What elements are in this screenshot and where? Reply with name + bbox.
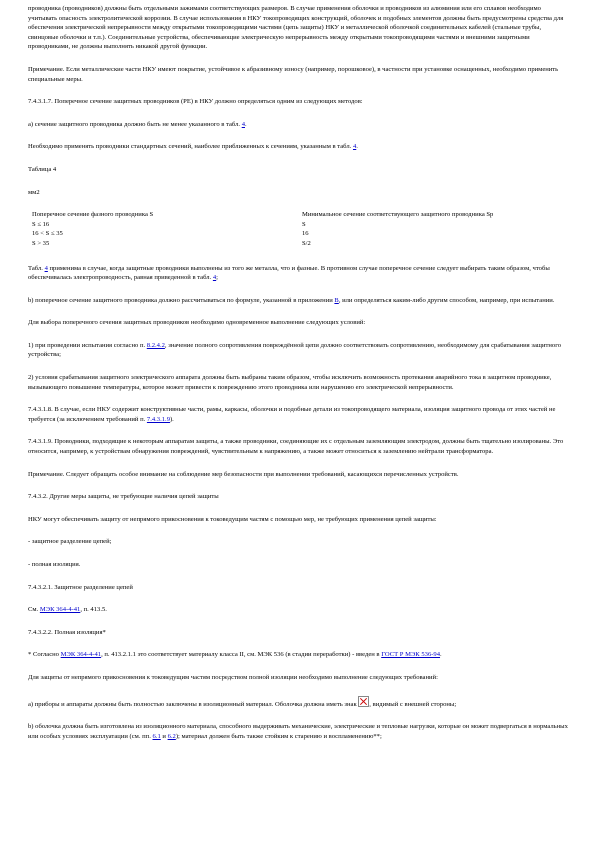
cross-section-table bbox=[28, 210, 493, 248]
clause-7-4-3-1-7: 7.4.3.1.7. Поперечное сечение защитных проводников (PE) в НКУ должно определяться одним из следующих методов: bbox=[28, 98, 363, 106]
link-iec-364-4-41[interactable]: МЭК 364-4-41 bbox=[39, 606, 81, 614]
item-a-section: а) сечение защитного проводника должно быть не менее указанного в табл. 4. bbox=[28, 120, 247, 128]
note-coating: Примечание. Если металлические части НКУ имеют покрытие, устойчивое к абразивному износу (например, порошковое), в частности при установке оснащенных, необходимо применить специальные меры. bbox=[28, 65, 559, 83]
list-item-insulation: - полная изоляция. bbox=[28, 561, 81, 568]
requirement-b: b) оболочка должна быть изготовлена из изоляционного материала, способного выдерживать механические, электрические и тепловые нагрузки, которые он может подвергаться в нормальных или особых условиях эксплуатации (см. пп. 6.1 и 6.2); материал должен быть также стойким к старению и воспламенению**; bbox=[28, 723, 568, 740]
paragraph-standard-sections: Необходимо применять проводники стандартных сечений, наиболее приближенных к сечениям, указанным в табл. 4. bbox=[28, 143, 358, 151]
link-clause-8-2-4-2[interactable]: 8.2.4.2 bbox=[146, 341, 165, 349]
table-header-cell: Поперечное сечение фазного проводника S bbox=[32, 211, 154, 219]
paragraph-conditions-intro: Для выбора поперечного сечения защитных проводников необходимо одновременное выполнение следующих условий: bbox=[28, 319, 366, 327]
paragraph-enclosure-continuity: проводника (проводников) должны быть отдельными зажимами соответствующих размеров. В случае применения оболочки и проводников из алюминия или его сплавов необходимо учитывать опасность электролитической коррозии. В случае использования в НКУ токопроводящих конструкций, оболочек и подобных элементов должны быть предусмотрены средства для обеспечения электрической непрерывности между открытыми токопроводящими частями (цепь защиты) НКУ и металлической оболочкой соединительных кабелей (стальные трубы, свинцовые оболочки и т.п.). Соединительные устройства, обеспечивающие электрическую непрерывность между открытыми токопроводящими частями и внешними защитными проводниками, не должны выполнять никакой другой функции. bbox=[28, 5, 564, 51]
table-cell: 16 bbox=[302, 230, 309, 238]
table-header-cell: Минимальное сечение соответствующего защитного проводника Sp bbox=[302, 211, 494, 219]
link-iec-364-4-41[interactable]: МЭК 364-4-41 bbox=[60, 651, 102, 659]
clause-7-4-3-2-1: 7.4.3.2.1. Защитное разделение цепей bbox=[28, 583, 133, 591]
list-item-separation: - защитное разделение цепей; bbox=[28, 538, 112, 546]
paragraph-other-measures: НКУ могут обеспечивать защиту от непрямого прикосновения к токоведущим частям с помощью мер, не требующих применения цепей защиты: bbox=[28, 515, 437, 523]
link-gost-r-iec-536[interactable]: ГОСТ Р МЭК 536-94 bbox=[381, 651, 441, 659]
link-clause-6-1[interactable]: 6.1 bbox=[152, 732, 161, 740]
clause-7-4-3-2-2: 7.4.3.2.2. Полная изоляция* bbox=[28, 628, 106, 636]
class-ii-symbol-icon bbox=[358, 696, 369, 707]
item-b-calculation: b) поперечное сечение защитного проводника должно рассчитываться по формуле, указанной в приложении В, или определяться каким-либо другим способом, например, при испытании. bbox=[28, 296, 555, 304]
requirement-a: а) приборы и аппараты должны быть полностью заключены в изоляционный материал. Оболочка должна иметь знак , видимый с внешней стороны; bbox=[28, 696, 568, 710]
paragraph-full-insulation-requirements: Для защиты от непрямого прикосновения к токоведущим частям посредством полной изоляции необходимо выполнение следующих требований: bbox=[28, 673, 438, 681]
table-row bbox=[28, 229, 493, 239]
table-title: Таблица 4 bbox=[28, 165, 57, 173]
link-clause-7-4-3-1-9[interactable]: 7.4.3.1.9 bbox=[146, 415, 170, 423]
link-table-4[interactable]: 4 bbox=[212, 274, 217, 282]
table-cell: S/2 bbox=[302, 239, 311, 247]
clause-7-4-3-1-8: 7.4.3.1.8. В случае, если НКУ содержит конструктивные части, рамы, каркасы, оболочки и подобные детали из токопроводящего материала, изоляция защитного провода от этих частей не требуется (за исключением требований п. 7.4.3.1.9). bbox=[28, 406, 556, 423]
condition-2: 2) условия срабатывания защитного электрического аппарата должны быть выбраны таким образом, чтобы исключить возможность протекания аварийного тока в защитном проводнике, вызывающего повышение температуры, которое может привести к повреждению этого проводника или нарушению его электрической непрерывности. bbox=[28, 374, 552, 391]
clause-7-4-3-1-9: 7.4.3.1.9. Проводники, подходящие к некоторым аппаратам защиты, а также проводники, соединяющие их с отдельным заземляющим электродом, должны быть тщательно изолированы. Это относится, например, к устройствам обнаружения повреждений, чувствительным к напряжению, а также может относиться к заземлению нейтрали трансформатора. bbox=[28, 438, 564, 456]
table-row bbox=[28, 239, 493, 249]
table-cell: S bbox=[302, 220, 306, 228]
link-table-4[interactable]: 4 bbox=[44, 264, 48, 272]
table-row bbox=[28, 220, 493, 230]
table-cell: S > 35 bbox=[32, 239, 50, 247]
paragraph-table-applicability: Табл. 4 применима в случае, когда защитные проводники выполнены из того же металла, что и фазные. В противном случае поперечное сечение следует выбирать таким образом, чтобы обеспечивалась электропроводность, равная приведенной в табл. 4; bbox=[28, 264, 550, 282]
link-clause-6-2[interactable]: 6.2 bbox=[167, 732, 176, 740]
table-cell: S ≤ 16 bbox=[32, 220, 50, 228]
reference-iec-364: См. МЭК 364-4-41, п. 413.5. bbox=[28, 606, 107, 614]
table-cell: 16 < S ≤ 35 bbox=[32, 230, 63, 238]
link-table-4[interactable]: 4 bbox=[352, 143, 357, 151]
document-body bbox=[28, 4, 568, 754]
table-unit: мм2 bbox=[28, 188, 40, 196]
footnote-class-ii: * Согласно МЭК 364-4-41, п. 413.2.1.1 это соответствует материалу класса II, см. МЭК 536 (в стадии переработки) - введен в ГОСТ Р МЭК 536-94. bbox=[28, 651, 442, 659]
condition-1: 1) при проведении испытания согласно п. 8.2.4.2, значение полного сопротивления повреждённой цепи должно соответствовать сопротивлению, необходимому для срабатывания защитного устройства; bbox=[28, 341, 562, 359]
clause-7-4-3-2: 7.4.3.2. Другие меры защиты, не требующие наличия цепей защиты bbox=[28, 493, 219, 501]
link-table-4[interactable]: 4 bbox=[241, 120, 245, 128]
table-header-row bbox=[28, 210, 493, 220]
link-appendix-b[interactable]: В bbox=[334, 296, 339, 304]
note-safety: Примечание. Следует обращать особое внимание на соблюдение мер безопасности при выполнении требований, касающихся перечисленных устройств. bbox=[28, 470, 459, 478]
